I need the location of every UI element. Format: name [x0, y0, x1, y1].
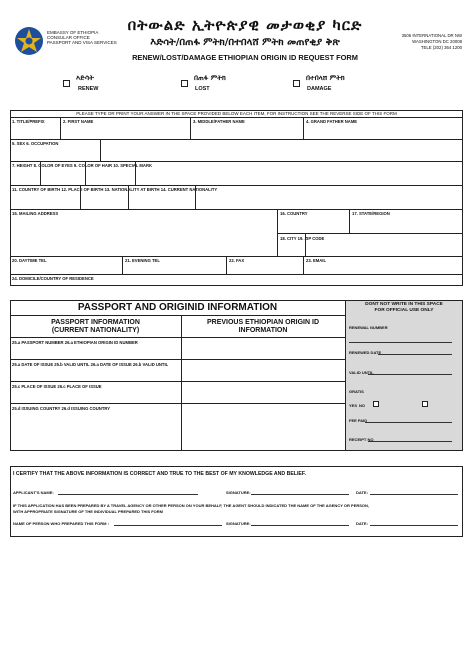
valid-until-label: VALID UNTIL — [349, 370, 374, 375]
preparer-name-line[interactable] — [114, 525, 222, 526]
renewal-number-line[interactable] — [349, 342, 452, 343]
country-label: 16. COUNTRY — [280, 211, 308, 216]
receipt-no-label: RECEIPT NO — [349, 437, 374, 442]
amharic-subtitle: እድሳት/በጠፋ ምትክ/በተበላሸ ምትክ መጠየቂያ ቅጽ — [150, 37, 340, 48]
ethiopia-emblem-icon — [14, 26, 44, 56]
agent-notice-line: WITH APPROPRIATE SIGNATURE OF THE INDIVIDUAL PREPARED THIS FORM — [13, 509, 164, 514]
official-use-header: FOR OFFICIAL USE ONLY — [374, 308, 434, 313]
domicile-field[interactable] — [10, 275, 463, 286]
applicant-signature-line[interactable] — [251, 494, 349, 495]
grandfather-name-label: 4. GRAND FATHER NAME — [306, 119, 358, 124]
email-label: 23. EMAIL — [306, 258, 327, 263]
preparer-date-line[interactable] — [370, 525, 458, 526]
physical-features-label: 7. HEIGHT 8. COLOR OF EYES 9. COLOR OF HAIR 10. SPECIAL MARK — [12, 163, 152, 168]
fax-label: 22. FAX — [229, 258, 245, 263]
title-prefix-label: 1. TITLE/PREFIX — [12, 119, 45, 124]
applicant-date-label: DATE: — [356, 490, 368, 495]
embassy-line: PASSPORT AND VISA SERVICES — [47, 40, 117, 45]
physical-features-field[interactable] — [10, 162, 463, 186]
preparer-signature-label: SIGNATURE: — [226, 521, 251, 526]
place-of-issue-row[interactable] — [10, 382, 345, 404]
origin-id-header-line: INFORMATION — [238, 327, 288, 334]
father-name-field[interactable] — [191, 118, 304, 140]
passport-info-header — [10, 316, 181, 338]
issue-date-label: 25.a DATE OF ISSUE 25.b VALID UNTIL 26.a DATE OF ISSUE 26.b VALID UNTIL — [12, 362, 169, 367]
address-line: TELE (202) 364 1200 — [420, 45, 462, 50]
instruction-bar: PLEASE TYPE OR PRINT YOUR ANSWER IN THE SPACE PROVIDED BELOW EACH ITEM, FOR INSTRUCTION SEE THE REVERSE SIDE OF THIS FORM — [10, 110, 463, 118]
father-name-label: 3. MIDDLE/FATHER NAME — [193, 119, 245, 124]
preparer-name-label: NAME OF PERSON WHO PREPARED THIS FORM : — [13, 521, 109, 526]
issue-date-row[interactable] — [10, 360, 345, 382]
renewal-number-label: RENEWAL NUMBER — [349, 325, 388, 330]
first-name-field[interactable] — [61, 118, 191, 140]
preparer-signature-line[interactable] — [251, 525, 349, 526]
country-field[interactable] — [278, 210, 350, 234]
renew-label: RENEW — [78, 86, 99, 92]
certification-text: I CERTIFY THAT THE ABOVE INFORMATION IS CORRECT AND TRUE TO THE BEST OF MY KNOWLEDGE AND BELIEF. — [13, 471, 306, 477]
applicant-signature-label: SIGNATURE: — [226, 490, 251, 495]
receipt-no-line[interactable] — [368, 441, 452, 442]
domicile-label: 24. DOMICILE/COUNTRY OF RESIDENCE — [12, 276, 94, 281]
official-use-panel — [346, 301, 462, 450]
place-of-issue-label: 25.c PLACE OF ISSUE 26.c PLACE OF ISSUE — [12, 384, 102, 389]
agent-notice-line: IF THIS APPLICATION HAS BEEN PREPARED BY A TRAVEL AGENCY OR OTHER PERSON ON YOUR BEHALF, THE AGENT SHOULD INDICATED THE NAME OF THE AGENCY OR PERSON, — [13, 503, 370, 508]
evening-tel-label: 21. EVENING TEL — [125, 258, 160, 263]
passport-info-header-line: (CURRENT NATIONALITY) — [51, 327, 140, 334]
damage-checkbox[interactable] — [293, 80, 300, 87]
title-prefix-field[interactable] — [10, 118, 61, 140]
lost-amharic: በጠፋ ምትክ — [194, 74, 226, 82]
origin-id-header — [181, 316, 345, 338]
embassy-line: EMBASSY OF ETHIOPIA — [47, 30, 99, 35]
fee-paid-line[interactable] — [365, 422, 452, 423]
origin-id-header-line: PREVIOUS ETHIOPIAN ORIGIN ID — [206, 319, 319, 326]
form-title: RENEW/LOST/DAMAGE ETHIOPIAN ORIGIN ID REQUEST FORM — [132, 53, 358, 62]
lost-label: LOST — [195, 86, 210, 92]
sex-occupation-field[interactable] — [10, 140, 463, 162]
renew-amharic: እድሳት — [76, 74, 94, 82]
address-line: 3506 INTERNATIONAL DR NW — [401, 33, 462, 38]
mailing-address-field[interactable] — [10, 210, 278, 257]
passport-info-header-line: PASSPORT INFORMATION — [51, 319, 140, 326]
daytime-tel-label: 20. DAYTIME TEL — [12, 258, 47, 263]
birth-nationality-field[interactable] — [10, 186, 463, 210]
renewed-date-label: RENEWED DATE — [349, 350, 382, 355]
evening-tel-field[interactable] — [123, 257, 227, 275]
damage-label: DAMAGE — [307, 86, 332, 92]
gratis-yes-checkbox[interactable] — [373, 401, 379, 407]
applicant-name-line[interactable] — [58, 494, 198, 495]
issuing-country-label: 25.d ISSUING COUNTRY 26.d ISSUING COUNTRY — [12, 406, 111, 411]
applicant-date-line[interactable] — [370, 494, 458, 495]
daytime-tel-field[interactable] — [10, 257, 123, 275]
gratis-no-checkbox[interactable] — [422, 401, 428, 407]
email-field[interactable] — [304, 257, 463, 275]
address-line: WASHINGTON DC 20008 — [412, 39, 462, 44]
damage-amharic: በተበላሸ ምትክ — [306, 74, 345, 82]
fax-field[interactable] — [227, 257, 304, 275]
lost-checkbox[interactable] — [181, 80, 188, 87]
birth-nationality-label: 11. COUNTRY OF BIRTH 12. PLACE OF BIRTH 13. NATIONALITY AT BIRTH 14. CURRENT NATIONALITY — [12, 187, 218, 192]
first-name-label: 2. FIRST NAME — [63, 119, 94, 124]
preparer-date-label: DATE: — [356, 521, 368, 526]
renew-checkbox[interactable] — [63, 80, 70, 87]
renewed-date-line[interactable] — [378, 354, 452, 355]
issuing-country-row[interactable] — [10, 404, 345, 451]
gratis-label: GRATIS — [349, 389, 364, 394]
fee-paid-label: FEE PAID — [349, 418, 368, 423]
passport-number-label: 25.a PASSPORT NUMBER 26.a ETHIOPIAN ORIGIN ID NUMBER — [12, 340, 138, 345]
yes-label: YES — [349, 403, 358, 408]
valid-until-line[interactable] — [368, 374, 452, 375]
city-zip-label: 18. CITY 19. ZIP CODE — [280, 236, 325, 241]
official-use-header: DONT NOT WRITE IN THIS SPACE — [365, 302, 443, 307]
embassy-line: CONSULAR OFFICE — [47, 35, 90, 40]
grandfather-name-field[interactable] — [304, 118, 463, 140]
no-label: NO — [359, 403, 365, 408]
state-region-label: 17. STATE/REGION — [352, 211, 390, 216]
amharic-title: በትውልድ ኢትዮጵያዊ መታወቂያ ካርድ — [127, 16, 363, 34]
mailing-address-label: 15. MAILING ADDRESS — [12, 211, 59, 216]
passport-number-row[interactable] — [10, 338, 345, 360]
sex-occupation-label: 5. SEX 6. OCCUPATION — [12, 141, 59, 146]
state-region-field[interactable] — [350, 210, 463, 234]
applicant-name-label: APPLICANT'S NAME: — [13, 490, 54, 495]
passport-section-title: PASSPORT AND ORIGINID INFORMATION — [10, 300, 345, 316]
